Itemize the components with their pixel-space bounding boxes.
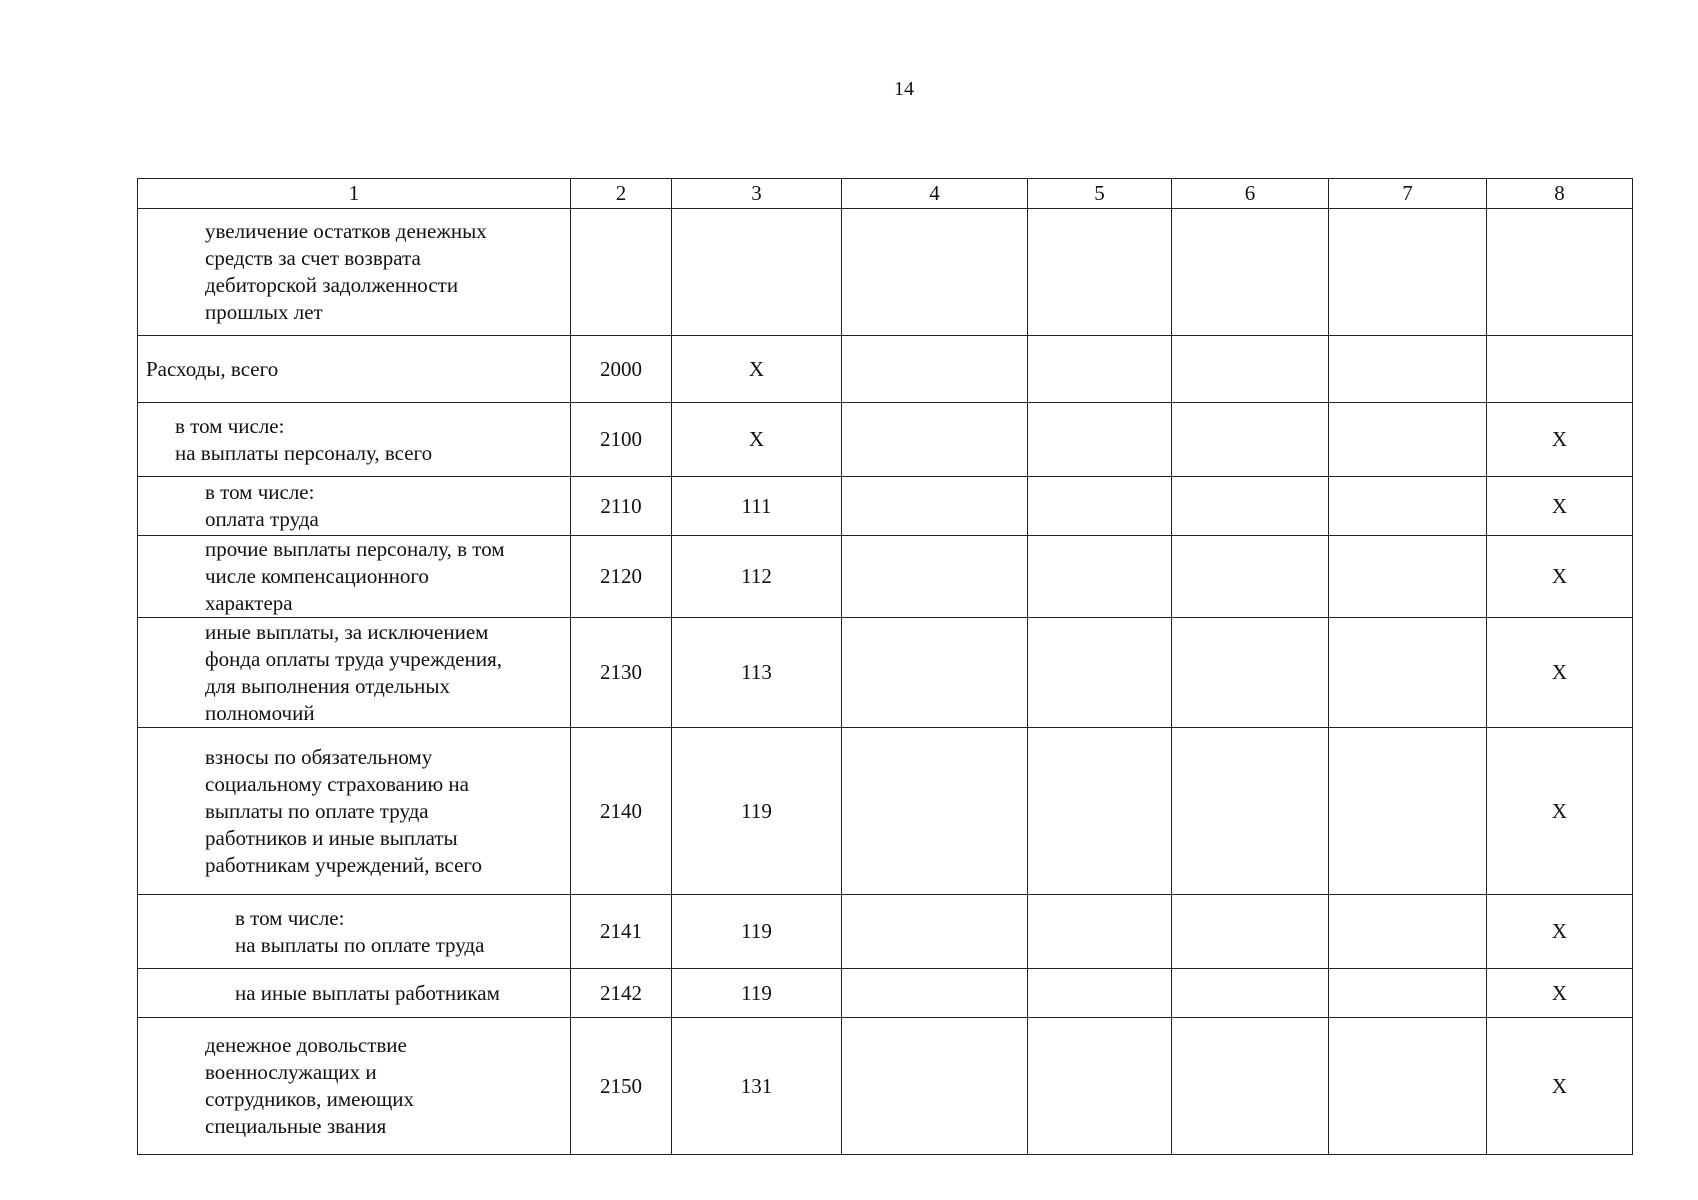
table-row [138, 477, 1633, 536]
row-code: 2100 [571, 403, 672, 477]
row-description [138, 209, 571, 336]
row-code: 2150 [571, 1018, 672, 1155]
row-col8-mark: X [1487, 895, 1633, 969]
row-col8-mark: X [1487, 969, 1633, 1018]
column-header: 8 [1487, 179, 1633, 209]
row-kbk-code: X [672, 403, 842, 477]
row-col8-mark: X [1487, 618, 1633, 728]
row-description-text: на иные выплаты работникам [235, 980, 500, 1005]
financial-plan-table [137, 178, 1633, 1155]
row-code: 2130 [571, 618, 672, 728]
empty-cell [1329, 895, 1487, 969]
empty-cell [1329, 969, 1487, 1018]
row-description [138, 403, 571, 477]
empty-cell [1172, 895, 1329, 969]
row-kbk-code: 112 [672, 536, 842, 618]
empty-cell [1028, 728, 1172, 895]
row-description-text: увеличение остатков денежных средств за счет возврата дебиторской задолженности прошлых лет [205, 219, 487, 324]
empty-cell [1028, 969, 1172, 1018]
table-row [138, 209, 1633, 336]
empty-cell [1028, 209, 1172, 336]
row-col8-mark: X [1487, 403, 1633, 477]
empty-cell [1172, 477, 1329, 536]
row-col8-mark: X [1487, 728, 1633, 895]
row-description-text: Расходы, всего [146, 356, 279, 381]
row-col8-mark: X [1487, 477, 1633, 536]
empty-cell [842, 895, 1028, 969]
row-description [138, 969, 571, 1018]
empty-cell [842, 536, 1028, 618]
empty-cell [1028, 403, 1172, 477]
empty-cell [1028, 536, 1172, 618]
empty-cell [842, 336, 1028, 403]
row-description-text: иные выплаты, за исключением фонда оплаты труда учреждения, для выполнения отдельных полномочий [205, 619, 503, 725]
column-header: 3 [672, 179, 842, 209]
empty-cell [842, 728, 1028, 895]
table-row [138, 1018, 1633, 1155]
row-code: 2142 [571, 969, 672, 1018]
empty-cell [1172, 403, 1329, 477]
empty-cell [1172, 969, 1329, 1018]
row-description [138, 1018, 571, 1155]
empty-cell [1329, 477, 1487, 536]
empty-cell [842, 969, 1028, 1018]
table-row [138, 336, 1633, 403]
empty-cell [1028, 618, 1172, 728]
empty-cell [1172, 536, 1329, 618]
row-kbk-code: 119 [672, 728, 842, 895]
empty-cell [1028, 336, 1172, 403]
empty-cell [1172, 728, 1329, 895]
row-code [571, 209, 672, 336]
empty-cell [842, 477, 1028, 536]
table-row [138, 618, 1633, 728]
row-description [138, 728, 571, 895]
empty-cell [1329, 403, 1487, 477]
row-code: 2140 [571, 728, 672, 895]
column-header: 4 [842, 179, 1028, 209]
row-description [138, 336, 571, 403]
column-header: 7 [1329, 179, 1487, 209]
empty-cell [1329, 618, 1487, 728]
table-row [138, 969, 1633, 1018]
row-kbk-code: 113 [672, 618, 842, 728]
empty-cell [1172, 618, 1329, 728]
table-row [138, 403, 1633, 477]
row-kbk-code: 119 [672, 895, 842, 969]
row-kbk-code: 111 [672, 477, 842, 536]
row-col8-mark [1487, 336, 1633, 403]
row-description-text: в том числе: на выплаты персоналу, всего [175, 413, 433, 465]
empty-cell [1172, 209, 1329, 336]
row-kbk-code: 119 [672, 969, 842, 1018]
empty-cell [1028, 1018, 1172, 1155]
empty-cell [1172, 1018, 1329, 1155]
row-code: 2110 [571, 477, 672, 536]
row-description [138, 618, 571, 728]
row-code: 2141 [571, 895, 672, 969]
row-kbk-code: 131 [672, 1018, 842, 1155]
column-number-row [138, 179, 1633, 209]
table-row [138, 536, 1633, 618]
row-kbk-code: X [672, 336, 842, 403]
column-header: 1 [138, 179, 571, 209]
empty-cell [1329, 1018, 1487, 1155]
empty-cell [842, 1018, 1028, 1155]
row-kbk-code [672, 209, 842, 336]
row-col8-mark: X [1487, 536, 1633, 618]
row-description-text: взносы по обязательному социальному страхованию на выплаты по оплате труда работников и иные выплаты работникам учреждений, всего [205, 744, 483, 877]
empty-cell [1329, 336, 1487, 403]
row-description-text: денежное довольствие военнослужащих и сотрудников, имеющих специальные звания [205, 1033, 415, 1138]
table-row [138, 895, 1633, 969]
row-description [138, 477, 571, 536]
empty-cell [1329, 536, 1487, 618]
empty-cell [842, 618, 1028, 728]
empty-cell [842, 209, 1028, 336]
empty-cell [1329, 209, 1487, 336]
empty-cell [1172, 336, 1329, 403]
empty-cell [1329, 728, 1487, 895]
row-description-text: в том числе: на выплаты по оплате труда [235, 905, 485, 957]
row-col8-mark: X [1487, 1018, 1633, 1155]
table-row [138, 728, 1633, 895]
column-header: 2 [571, 179, 672, 209]
empty-cell [842, 403, 1028, 477]
row-col8-mark [1487, 209, 1633, 336]
empty-cell [1028, 895, 1172, 969]
row-code: 2120 [571, 536, 672, 618]
row-code: 2000 [571, 336, 672, 403]
row-description [138, 895, 571, 969]
empty-cell [1028, 477, 1172, 536]
row-description [138, 536, 571, 618]
row-description-text: прочие выплаты персоналу, в том числе компенсационного характера [205, 537, 505, 615]
page-number: 14 [894, 78, 914, 100]
row-description-text: в том числе: оплата труда [205, 480, 319, 531]
column-header: 5 [1028, 179, 1172, 209]
column-header: 6 [1172, 179, 1329, 209]
